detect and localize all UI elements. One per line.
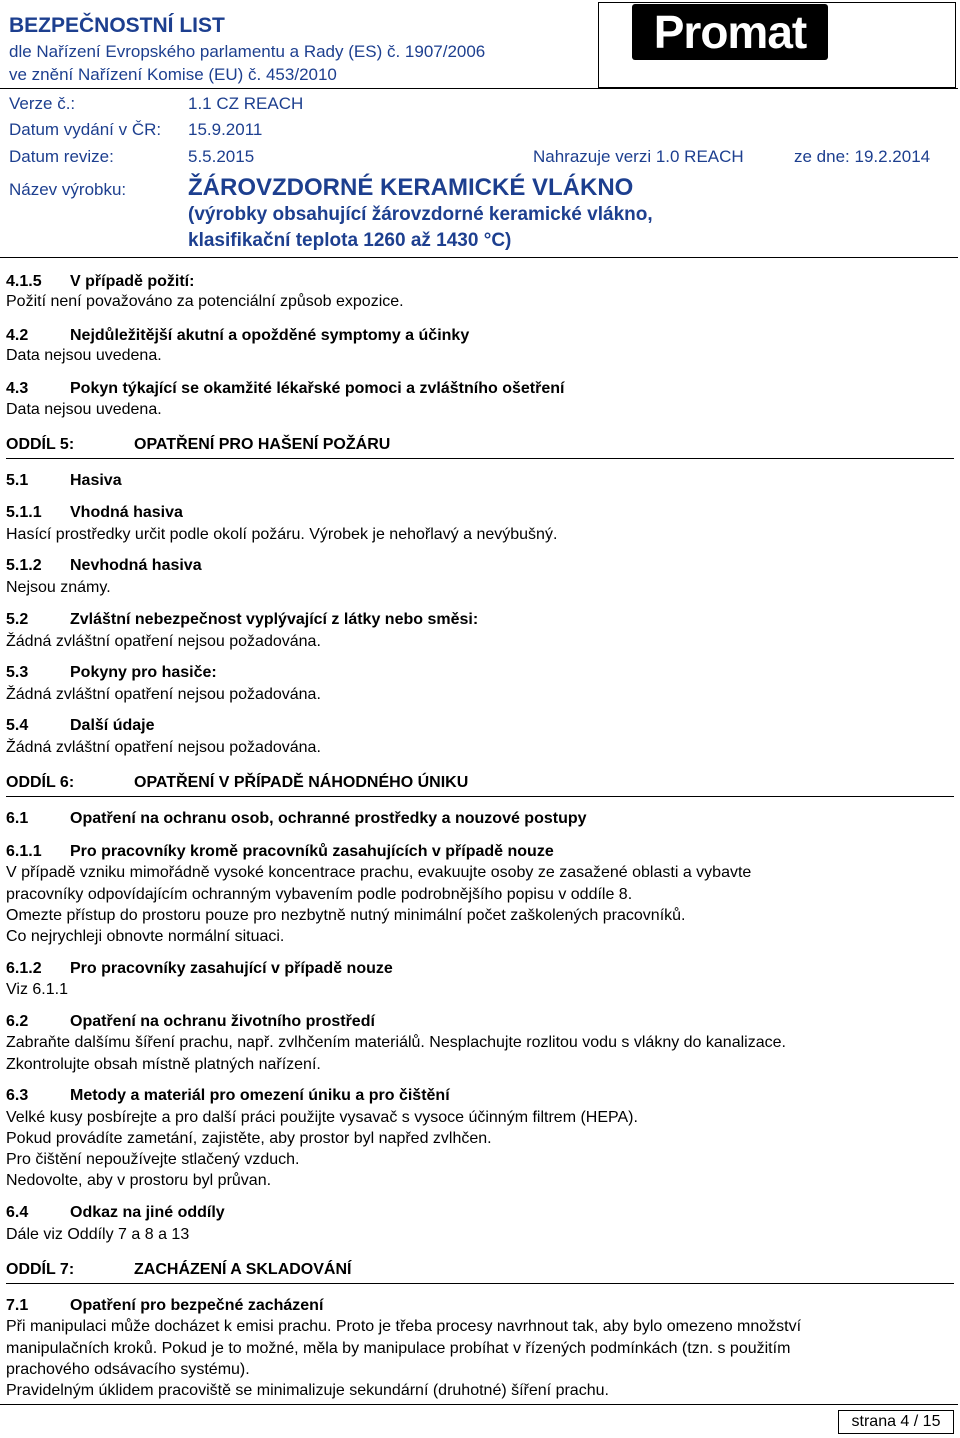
section-4-1-5-title: V případě požití: xyxy=(70,273,195,290)
section-7-1-line-2: manipulačních kroků. Pokud je to možné, měla by manipulace probíhat v řízených podmínkách (tzn. s použitím xyxy=(6,1340,791,1357)
section-4-2-number: 4.2 xyxy=(6,327,29,344)
section-6-3-title: Metody a materiál pro omezení úniku a pro čištění xyxy=(70,1087,450,1104)
section-5-1-2-title: Nevhodná hasiva xyxy=(70,557,202,574)
issue-date-value: 15.9.2011 xyxy=(188,120,263,139)
section-7-1-line-3: prachového odsávacího systému). xyxy=(6,1361,250,1378)
section-4-1-5-number: 4.1.5 xyxy=(6,273,42,290)
section-5-4-text: Žádná zvláštní opatření nejsou požadována. xyxy=(6,739,321,756)
section-6-1-1-line-4: Co nejrychleji obnovte normální situaci. xyxy=(6,928,285,945)
page-number: strana 4 / 15 xyxy=(838,1410,954,1434)
product-name: ŽÁROVZDORNÉ KERAMICKÉ VLÁKNO xyxy=(188,174,634,201)
revision-date-label: Datum revize: xyxy=(9,147,114,166)
issue-date-label: Datum vydání v ČR: xyxy=(9,120,162,139)
section-5-2-number: 5.2 xyxy=(6,611,29,628)
section-5-1-2-number: 5.1.2 xyxy=(6,557,42,574)
section-7-title: ZACHÁZENÍ A SKLADOVÁNÍ xyxy=(134,1261,352,1278)
section-6-1-1-line-2: pracovníky odpovídajícím ochranným vybavením podle podrobnějšího popisu v oddíle 8. xyxy=(6,886,633,903)
section-6-label: ODDÍL 6: xyxy=(6,774,75,791)
section-6-3-line-3: Pro čištění nepoužívejte stlačený vzduch. xyxy=(6,1151,300,1168)
section-6-1-1-number: 6.1.1 xyxy=(6,843,42,860)
product-label: Název výrobku: xyxy=(9,180,127,199)
section-5-1-1-text: Hasící prostředky určit podle okolí požáru. Výrobek je nehořlavý a nevýbušný. xyxy=(6,526,558,543)
section-6-rule xyxy=(6,796,954,797)
header-bottom-divider xyxy=(0,257,958,258)
section-6-4-title: Odkaz na jiné oddíly xyxy=(70,1204,225,1221)
section-5-3-text: Žádná zvláštní opatření nejsou požadována. xyxy=(6,686,321,703)
section-5-rule xyxy=(6,458,954,459)
footer-rule xyxy=(0,1404,958,1405)
section-7-1-number: 7.1 xyxy=(6,1297,29,1314)
product-subtitle-1: (výrobky obsahující žárovzdorné keramické vlákno, xyxy=(188,204,653,225)
section-4-3-number: 4.3 xyxy=(6,380,29,397)
product-subtitle-2: klasifikační teplota 1260 až 1430 °C) xyxy=(188,230,512,251)
section-6-1-title: Opatření na ochranu osob, ochranné prostředky a nouzové postupy xyxy=(70,810,587,827)
section-6-1-2-text: Viz 6.1.1 xyxy=(6,981,68,998)
section-4-2-text: Data nejsou uvedena. xyxy=(6,347,162,364)
section-6-2-line-2: Zkontrolujte obsah místně platných nařízení. xyxy=(6,1056,321,1073)
section-5-1-2-text: Nejsou známy. xyxy=(6,579,111,596)
version-value: 1.1 CZ REACH xyxy=(188,94,304,113)
section-4-2-title: Nejdůležitější akutní a opožděné symptomy a účinky xyxy=(70,327,470,344)
section-7-rule xyxy=(6,1283,954,1284)
section-6-1-2-number: 6.1.2 xyxy=(6,960,42,977)
section-7-label: ODDÍL 7: xyxy=(6,1261,75,1278)
promat-logo: Promat xyxy=(632,4,828,60)
section-5-2-title: Zvláštní nebezpečnost vyplývající z látky nebo směsi: xyxy=(70,611,479,628)
section-5-2-text: Žádná zvláštní opatření nejsou požadována. xyxy=(6,633,321,650)
section-6-3-line-1: Velké kusy posbírejte a pro další práci použijte vysavač s vysoce účinným filtrem (HEPA). xyxy=(6,1109,638,1126)
section-6-1-number: 6.1 xyxy=(6,810,29,827)
section-5-title: OPATŘENÍ PRO HAŠENÍ POŽÁRU xyxy=(134,436,391,453)
section-5-label: ODDÍL 5: xyxy=(6,436,75,453)
section-5-1-1-number: 5.1.1 xyxy=(6,504,42,521)
revision-date-value: 5.5.2015 xyxy=(188,147,255,166)
section-6-1-1-line-3: Omezte přístup do prostoru pouze pro nezbytně nutný minimální počet zaškolených pracovníků. xyxy=(6,907,686,924)
section-7-1-line-1: Při manipulaci může docházet k emisi prachu. Proto je třeba procesy navrhnout tak, aby bylo omezeno množství xyxy=(6,1318,802,1335)
section-6-2-line-1: Zabraňte dalšímu šíření prachu, např. zvlhčením materiálů. Nesplachujte rozlitou vodu s vlákny do kanalizace. xyxy=(6,1034,786,1051)
section-6-2-number: 6.2 xyxy=(6,1013,29,1030)
header-divider xyxy=(0,88,958,89)
section-6-3-line-4: Nedovolte, aby v prostoru byl průvan. xyxy=(6,1172,272,1189)
section-6-1-2-title: Pro pracovníky zasahující v případě nouze xyxy=(70,960,393,977)
section-4-3-text: Data nejsou uvedena. xyxy=(6,401,162,418)
section-5-4-title: Další údaje xyxy=(70,717,155,734)
version-label: Verze č.: xyxy=(9,94,76,113)
section-4-1-5-text: Požití není považováno za potenciální způsob expozice. xyxy=(6,293,404,310)
section-6-3-line-2: Pokud provádíte zametání, zajistěte, aby prostor byl napřed zvlhčen. xyxy=(6,1130,492,1147)
section-6-3-number: 6.3 xyxy=(6,1087,29,1104)
section-6-2-title: Opatření na ochranu životního prostředí xyxy=(70,1013,375,1030)
section-5-1-title: Hasiva xyxy=(70,472,122,489)
replaces-version: Nahrazuje verzi 1.0 REACH xyxy=(533,147,744,166)
section-5-4-number: 5.4 xyxy=(6,717,29,734)
regulation-line-1: dle Nařízení Evropského parlamentu a Rady (ES) č. 1907/2006 xyxy=(9,42,486,61)
document-title: BEZPEČNOSTNÍ LIST xyxy=(9,14,225,37)
section-7-1-line-4: Pravidelným úklidem pracoviště se minimalizuje sekundární (druhotné) šíření prachu. xyxy=(6,1382,609,1399)
section-5-1-1-title: Vhodná hasiva xyxy=(70,504,183,521)
section-6-4-text: Dále viz Oddíly 7 a 8 a 13 xyxy=(6,1226,190,1243)
section-4-3-title: Pokyn týkající se okamžité lékařské pomoci a zvláštního ošetření xyxy=(70,380,565,397)
section-6-1-1-title: Pro pracovníky kromě pracovníků zasahujících v případě nouze xyxy=(70,843,554,860)
section-6-4-number: 6.4 xyxy=(6,1204,29,1221)
regulation-line-2: ve znění Nařízení Komise (EU) č. 453/2010 xyxy=(9,65,337,84)
section-7-1-title: Opatření pro bezpečné zacházení xyxy=(70,1297,324,1314)
section-6-title: OPATŘENÍ V PŘÍPADĚ NÁHODNÉHO ÚNIKU xyxy=(134,774,469,791)
section-5-3-title: Pokyny pro hasiče: xyxy=(70,664,217,681)
section-5-3-number: 5.3 xyxy=(6,664,29,681)
section-5-1-number: 5.1 xyxy=(6,472,29,489)
section-6-1-1-line-1: V případě vzniku mimořádně vysoké koncentrace prachu, evakuujte osoby ze zasažené oblasti a vybavte xyxy=(6,864,752,881)
replaces-date: ze dne: 19.2.2014 xyxy=(794,147,931,166)
